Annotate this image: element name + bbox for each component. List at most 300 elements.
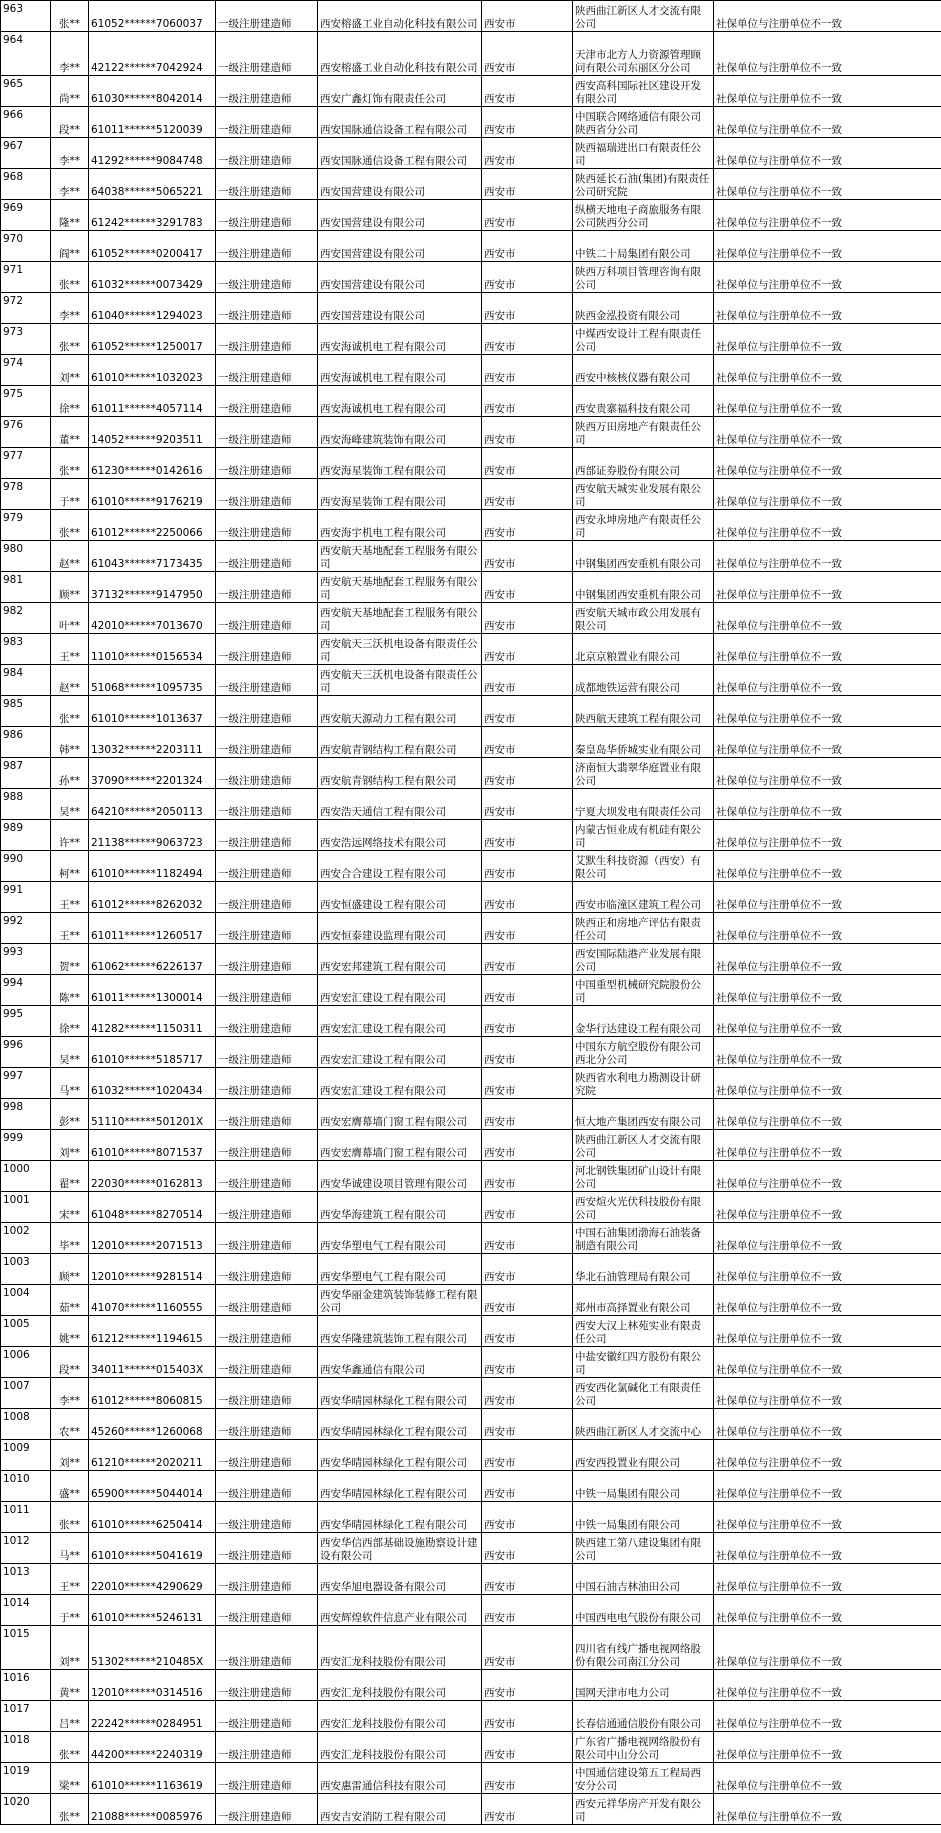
city-cell: 西安市 (482, 386, 573, 417)
status-cell: 社保单位与注册单位不一致 (714, 541, 941, 572)
status-cell: 社保单位与注册单位不一致 (714, 665, 941, 696)
table-row (1, 1595, 941, 1626)
table-row (1, 1192, 941, 1223)
city-cell: 西安市 (482, 138, 573, 169)
person-name-cell: 李** (51, 293, 89, 324)
id-number-cell: 13032******2203111 (89, 727, 216, 758)
row-number-cell: 976 (1, 417, 51, 448)
city-cell: 西安市 (482, 882, 573, 913)
registered-unit-cell: 西安宏膺幕墙门窗工程有限公司 (318, 1099, 482, 1130)
table-row (1, 417, 941, 448)
registered-unit-cell: 西安海星装饰工程有限公司 (318, 479, 482, 510)
id-number-cell: 61212******1194615 (89, 1316, 216, 1347)
registered-unit-cell: 西安宏汇建设工程有限公司 (318, 1068, 482, 1099)
qualification-cell: 一级注册建造师 (216, 789, 318, 820)
insured-unit-cell: 中国石油集团渤海石油装备制造有限公司 (573, 1223, 714, 1254)
insured-unit-cell: 济南恒大翡翠华庭置业有限公司 (573, 758, 714, 789)
status-cell: 社保单位与注册单位不一致 (714, 231, 941, 262)
insured-unit-cell: 北京京粮置业有限公司 (573, 634, 714, 665)
qualification-cell: 一级注册建造师 (216, 851, 318, 882)
registered-unit-cell: 西安榕盛工业自动化科技有限公司 (318, 1, 482, 32)
qualification-cell: 一级注册建造师 (216, 510, 318, 541)
table-row (1, 200, 941, 231)
table-row (1, 882, 941, 913)
table-row (1, 851, 941, 882)
qualification-cell: 一级注册建造师 (216, 603, 318, 634)
status-cell: 社保单位与注册单位不一致 (714, 32, 941, 76)
row-number-cell: 980 (1, 541, 51, 572)
registered-unit-cell: 西安航天基地配套工程服务有限公司 (318, 572, 482, 603)
id-number-cell: 61010******5041619 (89, 1533, 216, 1564)
id-number-cell: 61052******1250017 (89, 324, 216, 355)
city-cell: 西安市 (482, 231, 573, 262)
city-cell: 西安市 (482, 1595, 573, 1626)
id-number-cell: 61010******9176219 (89, 479, 216, 510)
registered-unit-cell: 西安汇龙科技股份有限公司 (318, 1701, 482, 1732)
city-cell: 西安市 (482, 727, 573, 758)
registered-unit-cell: 西安华塑电气工程有限公司 (318, 1223, 482, 1254)
id-number-cell: 61052******0200417 (89, 231, 216, 262)
qualification-cell: 一级注册建造师 (216, 200, 318, 231)
row-number-cell: 1016 (1, 1670, 51, 1701)
city-cell: 西安市 (482, 1285, 573, 1316)
table-row (1, 1533, 941, 1564)
person-name-cell: 顾** (51, 1254, 89, 1285)
id-number-cell: 45260******1260068 (89, 1409, 216, 1440)
insured-unit-cell: 西安贵寨福科技有限公司 (573, 386, 714, 417)
qualification-cell: 一级注册建造师 (216, 32, 318, 76)
city-cell: 西安市 (482, 1378, 573, 1409)
insured-unit-cell: 陕西省水利电力勘测设计研究院 (573, 1068, 714, 1099)
insured-unit-cell: 恒大地产集团西安有限公司 (573, 1099, 714, 1130)
person-name-cell: 赵** (51, 541, 89, 572)
registered-unit-cell: 西安航青钢结构工程有限公司 (318, 758, 482, 789)
id-number-cell: 61012******8060815 (89, 1378, 216, 1409)
insured-unit-cell: 成都地铁运营有限公司 (573, 665, 714, 696)
status-cell: 社保单位与注册单位不一致 (714, 1099, 941, 1130)
person-name-cell: 吴** (51, 1037, 89, 1068)
row-number-cell: 995 (1, 1006, 51, 1037)
status-cell: 社保单位与注册单位不一致 (714, 882, 941, 913)
insured-unit-cell: 西部证券股份有限公司 (573, 448, 714, 479)
qualification-cell: 一级注册建造师 (216, 1130, 318, 1161)
table-row (1, 1, 941, 32)
id-number-cell: 11010******0156534 (89, 634, 216, 665)
city-cell: 西安市 (482, 1037, 573, 1068)
table-row (1, 1564, 941, 1595)
insured-unit-cell: 长春信通通信股份有限公司 (573, 1701, 714, 1732)
id-number-cell: 37090******2201324 (89, 758, 216, 789)
id-number-cell: 22030******0162813 (89, 1161, 216, 1192)
person-name-cell: 王** (51, 1564, 89, 1595)
qualification-cell: 一级注册建造师 (216, 696, 318, 727)
qualification-cell: 一级注册建造师 (216, 138, 318, 169)
qualification-cell: 一级注册建造师 (216, 479, 318, 510)
id-number-cell: 21088******0085976 (89, 1794, 216, 1825)
insured-unit-cell: 四川省有线广播电视网络股份有限公司南江分公司 (573, 1626, 714, 1670)
qualification-cell: 一级注册建造师 (216, 1533, 318, 1564)
status-cell: 社保单位与注册单位不一致 (714, 1701, 941, 1732)
id-number-cell: 64210******2050113 (89, 789, 216, 820)
city-cell: 西安市 (482, 417, 573, 448)
city-cell: 西安市 (482, 1130, 573, 1161)
person-name-cell: 张** (51, 510, 89, 541)
qualification-cell: 一级注册建造师 (216, 1347, 318, 1378)
row-number-cell: 1014 (1, 1595, 51, 1626)
person-name-cell: 刘** (51, 1130, 89, 1161)
id-number-cell: 41282******1150311 (89, 1006, 216, 1037)
table-row (1, 603, 941, 634)
person-name-cell: 张** (51, 1794, 89, 1825)
id-number-cell: 61030******8042014 (89, 76, 216, 107)
status-cell: 社保单位与注册单位不一致 (714, 1223, 941, 1254)
person-name-cell: 隆** (51, 200, 89, 231)
registered-unit-cell: 西安海诚机电工程有限公司 (318, 386, 482, 417)
qualification-cell: 一级注册建造师 (216, 665, 318, 696)
row-number-cell: 1020 (1, 1794, 51, 1825)
registered-unit-cell: 西安华海建筑工程有限公司 (318, 1192, 482, 1223)
id-number-cell: 61011******5120039 (89, 107, 216, 138)
table-row (1, 975, 941, 1006)
status-cell: 社保单位与注册单位不一致 (714, 944, 941, 975)
insured-unit-cell: 陕西金泓投资有限公司 (573, 293, 714, 324)
status-cell: 社保单位与注册单位不一致 (714, 572, 941, 603)
id-number-cell: 61210******2020211 (89, 1440, 216, 1471)
registered-unit-cell: 西安华晴园林绿化工程有限公司 (318, 1378, 482, 1409)
person-name-cell: 阎** (51, 231, 89, 262)
qualification-cell: 一级注册建造师 (216, 1, 318, 32)
id-number-cell: 37132******9147950 (89, 572, 216, 603)
row-number-cell: 971 (1, 262, 51, 293)
status-cell: 社保单位与注册单位不一致 (714, 758, 941, 789)
status-cell: 社保单位与注册单位不一致 (714, 1670, 941, 1701)
table-body (1, 1, 941, 1825)
row-number-cell: 997 (1, 1068, 51, 1099)
row-number-cell: 1018 (1, 1732, 51, 1763)
person-name-cell: 李** (51, 1378, 89, 1409)
city-cell: 西安市 (482, 696, 573, 727)
qualification-cell: 一级注册建造师 (216, 1670, 318, 1701)
status-cell: 社保单位与注册单位不一致 (714, 1130, 941, 1161)
insured-unit-cell: 西安西投置业有限公司 (573, 1440, 714, 1471)
qualification-cell: 一级注册建造师 (216, 727, 318, 758)
id-number-cell: 61010******5185717 (89, 1037, 216, 1068)
id-number-cell: 44200******2240319 (89, 1732, 216, 1763)
city-cell: 西安市 (482, 1347, 573, 1378)
row-number-cell: 988 (1, 789, 51, 820)
id-number-cell: 61040******1294023 (89, 293, 216, 324)
person-name-cell: 张** (51, 1732, 89, 1763)
id-number-cell: 21138******9063723 (89, 820, 216, 851)
table-row (1, 665, 941, 696)
person-name-cell: 叶** (51, 603, 89, 634)
row-number-cell: 1001 (1, 1192, 51, 1223)
row-number-cell: 963 (1, 1, 51, 32)
status-cell: 社保单位与注册单位不一致 (714, 200, 941, 231)
table-row (1, 479, 941, 510)
row-number-cell: 968 (1, 169, 51, 200)
table-row (1, 758, 941, 789)
id-number-cell: 61230******0142616 (89, 448, 216, 479)
city-cell: 西安市 (482, 1471, 573, 1502)
insured-unit-cell: 陕西延长石油(集团)有限责任公司研究院 (573, 169, 714, 200)
registered-unit-cell: 西安汇龙科技股份有限公司 (318, 1732, 482, 1763)
qualification-cell: 一级注册建造师 (216, 417, 318, 448)
id-number-cell: 51068******1095735 (89, 665, 216, 696)
status-cell: 社保单位与注册单位不一致 (714, 851, 941, 882)
insured-unit-cell: 国网天津市电力公司 (573, 1670, 714, 1701)
status-cell: 社保单位与注册单位不一致 (714, 1037, 941, 1068)
table-row (1, 789, 941, 820)
registered-unit-cell: 西安浩远网络技术有限公司 (318, 820, 482, 851)
id-number-cell: 51302******210485X (89, 1626, 216, 1670)
insured-unit-cell: 中铁一局集团有限公司 (573, 1502, 714, 1533)
row-number-cell: 964 (1, 32, 51, 76)
row-number-cell: 983 (1, 634, 51, 665)
person-name-cell: 张** (51, 448, 89, 479)
city-cell: 西安市 (482, 1564, 573, 1595)
status-cell: 社保单位与注册单位不一致 (714, 1533, 941, 1564)
id-number-cell: 61011******4057114 (89, 386, 216, 417)
city-cell: 西安市 (482, 665, 573, 696)
person-name-cell: 李** (51, 138, 89, 169)
insured-unit-cell: 中国东方航空股份有限公司西北分公司 (573, 1037, 714, 1068)
qualification-cell: 一级注册建造师 (216, 541, 318, 572)
registered-unit-cell: 西安航天三沃机电设备有限责任公司 (318, 665, 482, 696)
city-cell: 西安市 (482, 975, 573, 1006)
registered-unit-cell: 西安国营建设有限公司 (318, 231, 482, 262)
person-name-cell: 农** (51, 1409, 89, 1440)
status-cell: 社保单位与注册单位不一致 (714, 1471, 941, 1502)
status-cell: 社保单位与注册单位不一致 (714, 727, 941, 758)
row-number-cell: 986 (1, 727, 51, 758)
city-cell: 西安市 (482, 1670, 573, 1701)
status-cell: 社保单位与注册单位不一致 (714, 1794, 941, 1825)
id-number-cell: 61043******7173435 (89, 541, 216, 572)
person-name-cell: 赵** (51, 665, 89, 696)
city-cell: 西安市 (482, 572, 573, 603)
id-number-cell: 61010******5246131 (89, 1595, 216, 1626)
person-name-cell: 尚** (51, 76, 89, 107)
person-name-cell: 刘** (51, 1440, 89, 1471)
registered-unit-cell: 西安国营建设有限公司 (318, 262, 482, 293)
person-name-cell: 贺** (51, 944, 89, 975)
person-name-cell: 黄** (51, 1670, 89, 1701)
qualification-cell: 一级注册建造师 (216, 1068, 318, 1099)
registered-unit-cell: 西安华诚建设项目管理有限公司 (318, 1161, 482, 1192)
registered-unit-cell: 西安国营建设有限公司 (318, 169, 482, 200)
row-number-cell: 999 (1, 1130, 51, 1161)
id-number-cell: 12010******0314516 (89, 1670, 216, 1701)
person-name-cell: 顾** (51, 572, 89, 603)
row-number-cell: 993 (1, 944, 51, 975)
qualification-cell: 一级注册建造师 (216, 1223, 318, 1254)
id-number-cell: 12010******2071513 (89, 1223, 216, 1254)
registered-unit-cell: 西安海诚机电工程有限公司 (318, 324, 482, 355)
qualification-cell: 一级注册建造师 (216, 882, 318, 913)
registered-unit-cell: 西安海星装饰工程有限公司 (318, 448, 482, 479)
status-cell: 社保单位与注册单位不一致 (714, 1347, 941, 1378)
registered-unit-cell: 西安国营建设有限公司 (318, 293, 482, 324)
insured-unit-cell: 西安高科国际社区建设开发有限公司 (573, 76, 714, 107)
qualification-cell: 一级注册建造师 (216, 758, 318, 789)
table-row (1, 1099, 941, 1130)
person-name-cell: 翟** (51, 1161, 89, 1192)
insured-unit-cell: 金华行达建设工程有限公司 (573, 1006, 714, 1037)
city-cell: 西安市 (482, 1192, 573, 1223)
city-cell: 西安市 (482, 169, 573, 200)
registered-unit-cell: 西安国脉通信设备工程有限公司 (318, 107, 482, 138)
city-cell: 西安市 (482, 1254, 573, 1285)
table-row (1, 1670, 941, 1701)
id-number-cell: 41292******9084748 (89, 138, 216, 169)
insured-unit-cell: 陕西建工第八建设集团有限公司 (573, 1533, 714, 1564)
row-number-cell: 987 (1, 758, 51, 789)
status-cell: 社保单位与注册单位不一致 (714, 479, 941, 510)
status-cell: 社保单位与注册单位不一致 (714, 1316, 941, 1347)
row-number-cell: 966 (1, 107, 51, 138)
table-row (1, 1223, 941, 1254)
id-number-cell: 61010******1032023 (89, 355, 216, 386)
insured-unit-cell: 陕西正和房地产评估有限责任公司 (573, 913, 714, 944)
row-number-cell: 998 (1, 1099, 51, 1130)
insured-unit-cell: 中国西电电气股份有限公司 (573, 1595, 714, 1626)
status-cell: 社保单位与注册单位不一致 (714, 262, 941, 293)
person-name-cell: 段** (51, 107, 89, 138)
table-row (1, 138, 941, 169)
status-cell: 社保单位与注册单位不一致 (714, 1006, 941, 1037)
qualification-cell: 一级注册建造师 (216, 1626, 318, 1670)
insured-unit-cell: 宁夏大坝发电有限责任公司 (573, 789, 714, 820)
row-number-cell: 979 (1, 510, 51, 541)
person-name-cell: 盛** (51, 1471, 89, 1502)
person-name-cell: 孙** (51, 758, 89, 789)
city-cell: 西安市 (482, 479, 573, 510)
qualification-cell: 一级注册建造师 (216, 1701, 318, 1732)
person-name-cell: 韩** (51, 727, 89, 758)
person-name-cell: 宋** (51, 1192, 89, 1223)
city-cell: 西安市 (482, 1440, 573, 1471)
city-cell: 西安市 (482, 1161, 573, 1192)
city-cell: 西安市 (482, 1794, 573, 1825)
registered-unit-cell: 西安华旭电器设备有限公司 (318, 1564, 482, 1595)
insured-unit-cell: 中国石油吉林油田公司 (573, 1564, 714, 1595)
status-cell: 社保单位与注册单位不一致 (714, 76, 941, 107)
table-row (1, 262, 941, 293)
insured-unit-cell: 中钢集团西安重机有限公司 (573, 541, 714, 572)
city-cell: 西安市 (482, 510, 573, 541)
row-number-cell: 1002 (1, 1223, 51, 1254)
city-cell: 西安市 (482, 1502, 573, 1533)
status-cell: 社保单位与注册单位不一致 (714, 1, 941, 32)
status-cell: 社保单位与注册单位不一致 (714, 1254, 941, 1285)
registered-unit-cell: 西安华鑫通信有限公司 (318, 1347, 482, 1378)
table-row (1, 1626, 941, 1670)
table-row (1, 944, 941, 975)
person-name-cell: 于** (51, 479, 89, 510)
row-number-cell: 1017 (1, 1701, 51, 1732)
status-cell: 社保单位与注册单位不一致 (714, 1626, 941, 1670)
registered-unit-cell: 西安汇龙科技股份有限公司 (318, 1626, 482, 1670)
id-number-cell: 61010******1013637 (89, 696, 216, 727)
person-name-cell: 董** (51, 417, 89, 448)
qualification-cell: 一级注册建造师 (216, 76, 318, 107)
status-cell: 社保单位与注册单位不一致 (714, 417, 941, 448)
city-cell: 西安市 (482, 1626, 573, 1670)
person-name-cell: 柯** (51, 851, 89, 882)
registered-unit-cell: 西安恒泰建设监理有限公司 (318, 913, 482, 944)
insured-unit-cell: 河北钢铁集团矿山设计有限公司 (573, 1161, 714, 1192)
id-number-cell: 41070******1160555 (89, 1285, 216, 1316)
id-number-cell: 51110******501201X (89, 1099, 216, 1130)
table-row (1, 1161, 941, 1192)
registered-unit-cell: 西安合合建设工程有限公司 (318, 851, 482, 882)
person-name-cell: 刘** (51, 355, 89, 386)
registered-unit-cell: 西安华晴园林绿化工程有限公司 (318, 1440, 482, 1471)
row-number-cell: 967 (1, 138, 51, 169)
status-cell: 社保单位与注册单位不一致 (714, 293, 941, 324)
qualification-cell: 一级注册建造师 (216, 1732, 318, 1763)
insured-unit-cell: 中煤西安设计工程有限责任公司 (573, 324, 714, 355)
id-number-cell: 61048******8270514 (89, 1192, 216, 1223)
insured-unit-cell: 西安煊火光伏科技股份有限公司 (573, 1192, 714, 1223)
city-cell: 西安市 (482, 1099, 573, 1130)
person-name-cell: 张** (51, 1502, 89, 1533)
registered-unit-cell: 西安航天基地配套工程服务有限公司 (318, 541, 482, 572)
insured-unit-cell: 艾默生科技资源（西安）有限公司 (573, 851, 714, 882)
table-row (1, 324, 941, 355)
row-number-cell: 1015 (1, 1626, 51, 1670)
city-cell: 西安市 (482, 1006, 573, 1037)
city-cell: 西安市 (482, 262, 573, 293)
person-name-cell: 张** (51, 1, 89, 32)
id-number-cell: 61062******6226137 (89, 944, 216, 975)
city-cell: 西安市 (482, 448, 573, 479)
registered-unit-cell: 西安浩天通信工程有限公司 (318, 789, 482, 820)
qualification-cell: 一级注册建造师 (216, 386, 318, 417)
qualification-cell: 一级注册建造师 (216, 293, 318, 324)
person-name-cell: 刘** (51, 1626, 89, 1670)
registered-unit-cell: 西安恒盛建设工程有限公司 (318, 882, 482, 913)
person-name-cell: 王** (51, 882, 89, 913)
insured-unit-cell: 广东省广播电视网络股份有限公司中山分公司 (573, 1732, 714, 1763)
id-number-cell: 61010******1182494 (89, 851, 216, 882)
qualification-cell: 一级注册建造师 (216, 1192, 318, 1223)
registered-unit-cell: 西安航青钢结构工程有限公司 (318, 727, 482, 758)
qualification-cell: 一级注册建造师 (216, 1763, 318, 1794)
qualification-cell: 一级注册建造师 (216, 448, 318, 479)
registered-unit-cell: 西安华晴园林绿化工程有限公司 (318, 1502, 482, 1533)
id-number-cell: 61011******1300014 (89, 975, 216, 1006)
insured-unit-cell: 郑州市高择置业有限公司 (573, 1285, 714, 1316)
id-number-cell: 22010******4290629 (89, 1564, 216, 1595)
city-cell: 西安市 (482, 1533, 573, 1564)
qualification-cell: 一级注册建造师 (216, 913, 318, 944)
qualification-cell: 一级注册建造师 (216, 107, 318, 138)
row-number-cell: 965 (1, 76, 51, 107)
status-cell: 社保单位与注册单位不一致 (714, 1378, 941, 1409)
qualification-cell: 一级注册建造师 (216, 1006, 318, 1037)
city-cell: 西安市 (482, 758, 573, 789)
insured-unit-cell: 中铁二十局集团有限公司 (573, 231, 714, 262)
city-cell: 西安市 (482, 1409, 573, 1440)
row-number-cell: 1011 (1, 1502, 51, 1533)
id-number-cell: 61012******2250066 (89, 510, 216, 541)
row-number-cell: 970 (1, 231, 51, 262)
qualification-cell: 一级注册建造师 (216, 572, 318, 603)
qualification-cell: 一级注册建造师 (216, 1471, 318, 1502)
status-cell: 社保单位与注册单位不一致 (714, 448, 941, 479)
